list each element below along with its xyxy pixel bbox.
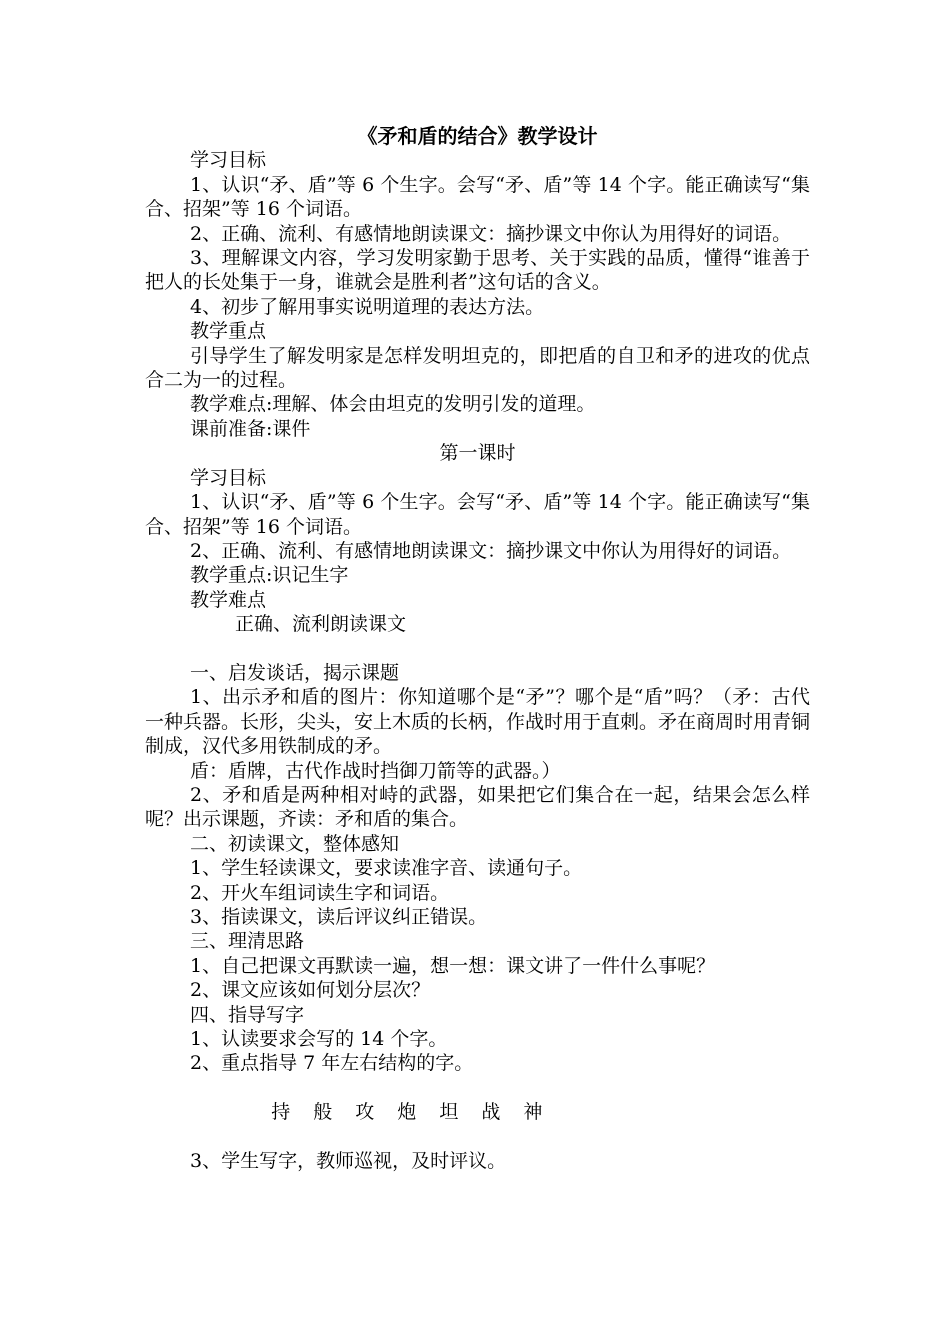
paragraph: 正确、流利朗读课文 — [235, 613, 407, 636]
section-heading: 教学难点 — [190, 588, 267, 611]
paragraph: 1、认识“矛、盾”等 6 个生字。会写“矛、盾”等 14 个字。能正确读写“集合、招架”等 16 个词语。 — [145, 173, 810, 221]
paragraph: 2、重点指导 7 年左右结构的字。 — [190, 1052, 474, 1075]
section-heading: 学习目标 — [190, 466, 267, 489]
practice-character: 炮 — [397, 1101, 417, 1124]
practice-character: 神 — [523, 1101, 543, 1124]
practice-character: 攻 — [355, 1101, 375, 1124]
paragraph: 1、自己把课文再默读一遍，想一想：课文讲了一件什么事呢？ — [190, 954, 716, 977]
section-heading: 四、指导写字 — [190, 1003, 305, 1026]
paragraph: 2、课文应该如何划分层次？ — [190, 979, 431, 1002]
section-heading: 教学重点 — [190, 320, 267, 343]
paragraph: 盾：盾牌，古代作战时挡御刀箭等的武器。） — [190, 759, 561, 782]
paragraph: 2、正确、流利、有感情地朗读课文：摘抄课文中你认为用得好的词语。 — [190, 539, 792, 562]
paragraph: 2、正确、流利、有感情地朗读课文：摘抄课文中你认为用得好的词语。 — [190, 222, 792, 245]
document-body — [145, 124, 810, 1173]
paragraph: 3、指读课文，读后评议纠正错误。 — [190, 905, 488, 928]
section-heading: 三、理清思路 — [190, 930, 305, 953]
paragraph: 1、认读要求会写的 14 个字。 — [190, 1028, 448, 1051]
paragraph: 课前准备:课件 — [190, 417, 311, 440]
section-heading: 一、启发谈话，揭示课题 — [190, 661, 400, 684]
practice-character: 般 — [313, 1101, 333, 1124]
section-heading: 学习目标 — [190, 149, 267, 172]
section-heading: 二、初读课文，整体感知 — [190, 832, 400, 855]
practice-character: 战 — [481, 1101, 501, 1124]
paragraph: 4、初步了解用事实说明道理的表达方法。 — [190, 295, 545, 318]
practice-characters — [145, 1076, 810, 1149]
document-title: 《矛和盾的结合》教学设计 — [357, 124, 598, 148]
paragraph: 2、矛和盾是两种相对峙的武器，如果把它们集合在一起，结果会怎么样呢？出示课题，齐读：矛和盾的集合。 — [145, 783, 810, 831]
paragraph: 1、认识“矛、盾”等 6 个生字。会写“矛、盾”等 14 个字。能正确读写“集合、招架”等 16 个词语。 — [145, 491, 810, 538]
paragraph: 1、出示矛和盾的图片：你知道哪个是“矛”？哪个是“盾”吗？（矛：古代一种兵器。长形，尖头，安上木质的长柄，作战时用于直刺。矛在商周时用青铜制成，汉代多用铁制成的矛。 — [145, 686, 811, 758]
paragraph: 2、开火车组词读生字和词语。 — [190, 881, 450, 904]
paragraph: 3、理解课文内容，学习发明家勤于思考、关于实践的品质，懂得“谁善于把人的长处集于一身，谁就会是胜利者”这句话的含义。 — [145, 247, 810, 294]
paragraph: 教学重点:识记生字 — [190, 564, 349, 587]
paragraph: 引导学生了解发明家是怎样发明坦克的，即把盾的自卫和矛的进攻的优点合二为一的过程。 — [145, 344, 810, 392]
practice-character: 持 — [271, 1101, 291, 1124]
blank-line — [145, 637, 810, 661]
paragraph: 3、学生写字，教师巡视，及时评议。 — [190, 1150, 507, 1173]
paragraph: 1、学生轻读课文，要求读准字音、读通句子。 — [190, 857, 583, 880]
paragraph: 教学难点:理解、体会由坦克的发明引发的道理。 — [190, 393, 596, 416]
practice-character: 坦 — [439, 1101, 459, 1124]
lesson-heading: 第一课时 — [439, 442, 516, 465]
